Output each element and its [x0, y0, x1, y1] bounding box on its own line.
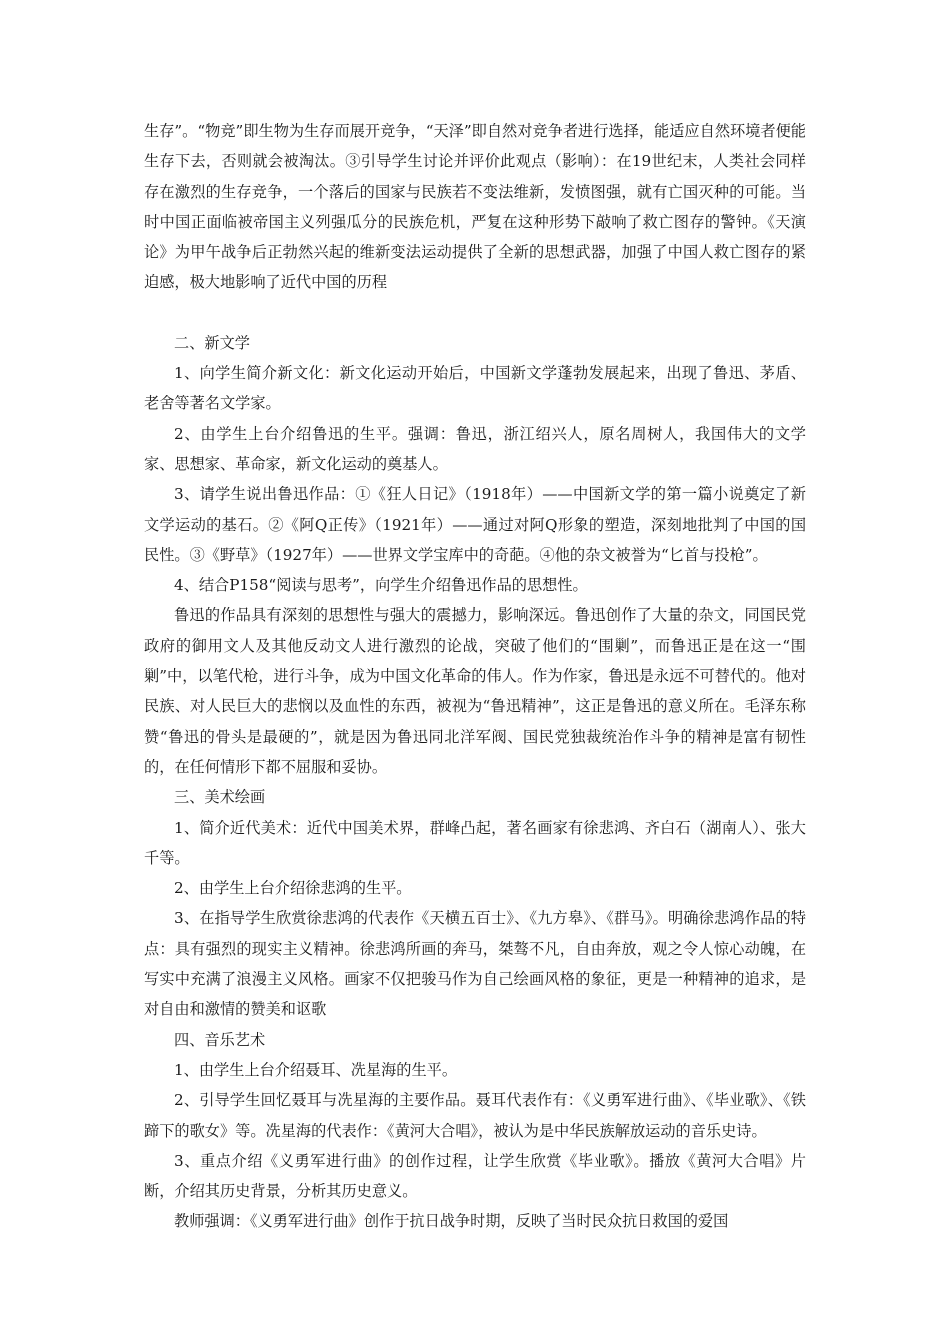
paragraph-xubeihong-works: 3、在指导学生欣赏徐悲鸿的代表作《天横五百士》、《九方皋》、《群马》。明确徐悲鸿作品的特点：具有强烈的现实主义精神。徐悲鸿所画的奔马，桀骜不凡，自由奔放，观之令人惊心动魄，在写实中充满了浪漫主义风格。画家不仅把骏马作为自己绘画风格的象征，更是一种精神的追求，是对自由和激情的赞美和讴歌	[144, 909, 806, 1019]
paragraph-modern-art-intro: 1、简介近代美术：近代中国美术界，群峰凸起，著名画家有徐悲鸿、齐白石（湖南人）、张大千等。	[144, 818, 806, 867]
paragraph-xubeihong-biography: 2、由学生上台介绍徐悲鸿的生平。	[174, 879, 412, 898]
section-heading-new-literature: 二、新文学	[174, 333, 250, 352]
document-body	[144, 116, 806, 1237]
paragraph-luxun-works: 3、请学生说出鲁迅作品：①《狂人日记》（1918年）——中国新文学的第一篇小说奠定了新文学运动的基石。②《阿Q正传》（1921年）——通过对阿Q形象的塑造，深刻地批判了中国的国民性。③《野草》（1927年）——世界文学宝库中的奇葩。④他的杂文被誉为“匕首与投枪”。	[144, 485, 806, 564]
section-heading-music: 四、音乐艺术	[174, 1030, 266, 1049]
paragraph-tianyanlun-conclusion: 生存”。“物竞”即生物为生存而展开竞争，“天泽”即自然对竞争者进行选择，能适应自然环境者便能生存下去，否则就会被淘汰。③引导学生讨论并评价此观点（影响）：在19世纪末，人类社会同样存在激烈的生存竞争，一个落后的国家与民族若不变法维新，发愤图强，就有亡国灭种的可能。当时中国正面临被帝国主义列强瓜分的民族危机，严复在这种形势下敲响了救亡图存的警钟。《天演论》为甲午战争后正勃然兴起的维新变法运动提供了全新的思想武器，加强了中国人救亡图存的紧迫感，极大地影响了近代中国的历程	[144, 122, 806, 292]
paragraph-teacher-emphasis: 教师强调：《义勇军进行曲》创作于抗日战争时期，反映了当时民众抗日救国的爱国	[174, 1212, 729, 1231]
paragraph-reading-thinking: 4、结合P158“阅读与思考”，向学生介绍鲁迅作品的思想性。	[174, 576, 588, 595]
paragraph-new-culture-intro: 1、向学生简介新文化：新文化运动开始后，中国新文学蓬勃发展起来，出现了鲁迅、茅盾、老舍等著名文学家。	[144, 364, 806, 413]
paragraph-music-works: 2、引导学生回忆聂耳与冼星海的主要作品。聂耳代表作有：《义勇军进行曲》、《毕业歌》、《铁蹄下的歌女》等。冼星海的代表作：《黄河大合唱》，被认为是中华民族解放运动的音乐史诗。	[144, 1091, 806, 1140]
paragraph-march-creation: 3、重点介绍《义勇军进行曲》的创作过程，让学生欣赏《毕业歌》。播放《黄河大合唱》片断，介绍其历史背景，分析其历史意义。	[144, 1151, 806, 1201]
paragraph-nieer-xianxinghai-biography: 1、由学生上台介绍聂耳、冼星海的生平。	[174, 1060, 458, 1079]
paragraph-luxun-significance: 鲁迅的作品具有深刻的思想性与强大的震撼力，影响深远。鲁迅创作了大量的杂文，同国民党政府的御用文人及其他反动文人进行激烈的论战，突破了他们的“围剿”，而鲁迅正是在这一“围剿”中，以笔代枪，进行斗争，成为中国文化革命的伟人。作为作家，鲁迅是永远不可替代的。他对民族、对人民巨大的悲悯以及血性的东西，被视为“鲁迅精神”，这正是鲁迅的意义所在。毛泽东称赞“鲁迅的骨头是最硬的”，就是因为鲁迅同北洋军阀、国民党独裁统治作斗争的精神是富有韧性的，在任何情形下都不屈服和妥协。	[144, 606, 806, 776]
paragraph-luxun-biography: 2、由学生上台介绍鲁迅的生平。强调：鲁迅，浙江绍兴人，原名周树人，我国伟大的文学家、思想家、革命家，新文化运动的奠基人。	[144, 424, 806, 473]
section-heading-fine-arts: 三、美术绘画	[174, 788, 266, 807]
